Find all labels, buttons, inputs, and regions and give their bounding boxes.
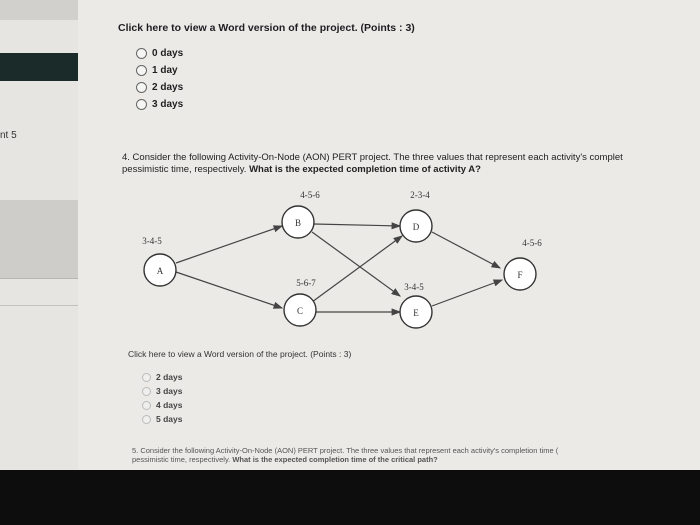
radio-button[interactable]: [136, 82, 147, 93]
sidebar-divider: [0, 305, 78, 306]
node-b-times: 4-5-6: [300, 190, 320, 200]
edge-b-e: [312, 232, 400, 296]
node-e-label: E: [413, 308, 419, 318]
edge-b-d: [314, 224, 400, 226]
node-d-label: D: [412, 222, 420, 232]
answer-option-label: 3 days: [156, 386, 183, 396]
word-version-link[interactable]: Click here to view a Word version of the project. (Points : 3): [118, 22, 415, 34]
radio-button[interactable]: [136, 48, 147, 59]
pert-network-diagram: [138, 188, 558, 338]
answer-option[interactable]: [142, 414, 182, 424]
node-d-times: 2-3-4: [410, 190, 430, 200]
answer-option-label: 3 days: [152, 99, 184, 110]
answer-option[interactable]: [142, 400, 182, 410]
node-b-label: B: [294, 218, 302, 228]
node-a-times: 3-4-5: [142, 236, 162, 246]
word-version-link[interactable]: Click here to view a Word version of the project. (Points : 3): [128, 349, 352, 359]
edge-a-b: [176, 226, 282, 263]
answer-option-label: 4 days: [156, 400, 183, 410]
question-4-line2: pessimistic time, respectively.: [122, 163, 250, 175]
node-c-label: C: [296, 306, 304, 316]
radio-button[interactable]: [142, 387, 151, 396]
radio-button[interactable]: [142, 415, 151, 424]
answer-option-label: 1 day: [152, 65, 178, 76]
question-5-prompt: What is the expected completion time of the critical path?: [232, 455, 438, 465]
answer-option[interactable]: [136, 82, 183, 93]
answer-option[interactable]: [142, 386, 182, 396]
sidebar-top-strip: [0, 0, 78, 20]
sidebar-question-label[interactable]: nt 5: [0, 130, 17, 141]
edge-d-f: [432, 232, 500, 268]
sidebar-panel: [0, 200, 78, 278]
sidebar-divider: [0, 278, 78, 279]
answer-option-label: 2 days: [156, 372, 183, 382]
question-4-line1: 4. Consider the following Activity-On-Node (AON) PERT project. The three values that represent each activity's complet: [122, 152, 623, 163]
monitor-bezel: [0, 470, 700, 525]
radio-button[interactable]: [136, 99, 147, 110]
question-5-line2: pessimistic time, respectively.: [132, 455, 233, 465]
radio-button[interactable]: [142, 373, 151, 382]
edge-e-f: [432, 280, 502, 306]
answer-option-label: 0 days: [152, 48, 184, 59]
sidebar: [0, 0, 78, 470]
edge-c-d: [312, 236, 402, 302]
question-4-prompt: What is the expected completion time of activity A?: [249, 163, 481, 175]
answer-option-label: 5 days: [156, 414, 183, 424]
answer-option[interactable]: [136, 48, 183, 59]
answer-option[interactable]: [136, 65, 178, 76]
node-a-label: A: [156, 266, 164, 276]
radio-button[interactable]: [136, 65, 147, 76]
question-5-line1: 5. Consider the following Activity-On-Node (AON) PERT project. The three values that represent each activity's completion time (: [132, 446, 559, 455]
answer-option[interactable]: [136, 99, 183, 110]
sidebar-active-item[interactable]: [0, 53, 78, 81]
node-f-label: F: [517, 270, 523, 280]
radio-button[interactable]: [142, 401, 151, 410]
node-e-times: 3-4-5: [404, 282, 424, 292]
question-5-text: [132, 446, 558, 465]
node-f-times: 4-5-6: [522, 238, 542, 248]
answer-option[interactable]: [142, 372, 182, 382]
edge-a-c: [176, 272, 282, 308]
question-4-text: [122, 152, 623, 176]
quiz-content: [78, 0, 700, 470]
node-c-times: 5-6-7: [296, 278, 316, 288]
answer-option-label: 2 days: [152, 82, 184, 93]
